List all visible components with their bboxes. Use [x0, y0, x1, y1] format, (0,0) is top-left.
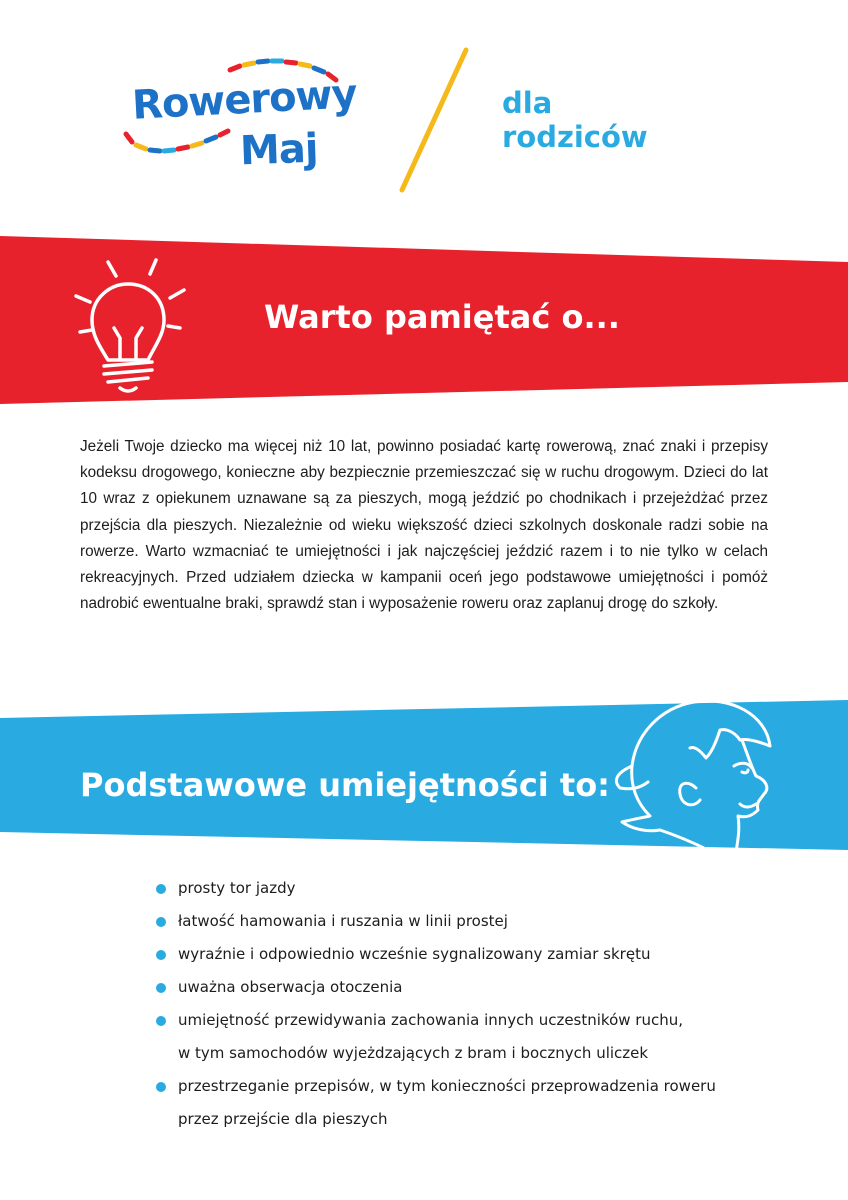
list-item-text-cont: przez przejście dla pieszych	[178, 1110, 388, 1128]
divider-slash	[340, 40, 490, 200]
list-item-text: przestrzeganie przepisów, w tym konieczności przeprowadzenia roweru	[178, 1077, 716, 1095]
list-item-text: uważna obserwacja otoczenia	[178, 978, 403, 996]
list-item	[156, 1004, 776, 1070]
list-item-text: prosty tor jazdy	[178, 879, 296, 897]
list-item-text: łatwość hamowania i ruszania w linii prostej	[178, 912, 508, 930]
chain-bottom	[126, 131, 228, 151]
logo-word-maj: Maj	[239, 125, 319, 175]
list-item	[156, 938, 776, 971]
list-item	[156, 905, 776, 938]
list-item	[156, 1070, 776, 1136]
logo-word-rowerowy: Rowerowy	[130, 71, 358, 129]
list-item	[156, 971, 776, 1004]
list-item-text: umiejętność przewidywania zachowania innych uczestników ruchu,	[178, 1011, 683, 1029]
tagline	[502, 86, 648, 154]
list-item-text: wyraźnie i odpowiednio wcześnie sygnalizowany zamiar skrętu	[178, 945, 651, 963]
section2-title: Podstawowe umiejętności to:	[80, 766, 610, 804]
list-item	[156, 872, 776, 905]
skills-list	[156, 872, 776, 1136]
tagline-line-1: dla	[502, 86, 553, 120]
section1-title: Warto pamiętać o...	[264, 298, 620, 336]
tagline-line-2: rodziców	[502, 120, 648, 154]
list-item-text-cont: w tym samochodów wyjeżdzających z bram i bocznych uliczek	[178, 1044, 649, 1062]
intro-paragraph: Jeżeli Twoje dziecko ma więcej niż 10 lat, powinno posiadać kartę rowerową, znać znaki i przepisy kodeksu drogowego, konieczne aby bezpiecznie przemieszczać się w ruchu drogowym. Dzieci do lat 10 wraz z opiekunem uznawane są za pieszych, mogą jeździć po chodnikach i przejeżdżać przez przejścia dla pieszych. Niezależnie od wieku większość dzieci szkolnych doskonale radzi sobie na rowerze. Warto wzmacniać te umiejętności i jak najczęściej jeździć razem i to nie tylko w celach rekreacyjnych. Przed udziałem dziecka w kampanii oceń jego podstawowe umiejętności i pomóż nadrobić ewentualne braki, sprawdź stan i wyposażenie roweru oraz zaplanuj drogę do szkoły.	[80, 438, 768, 613]
